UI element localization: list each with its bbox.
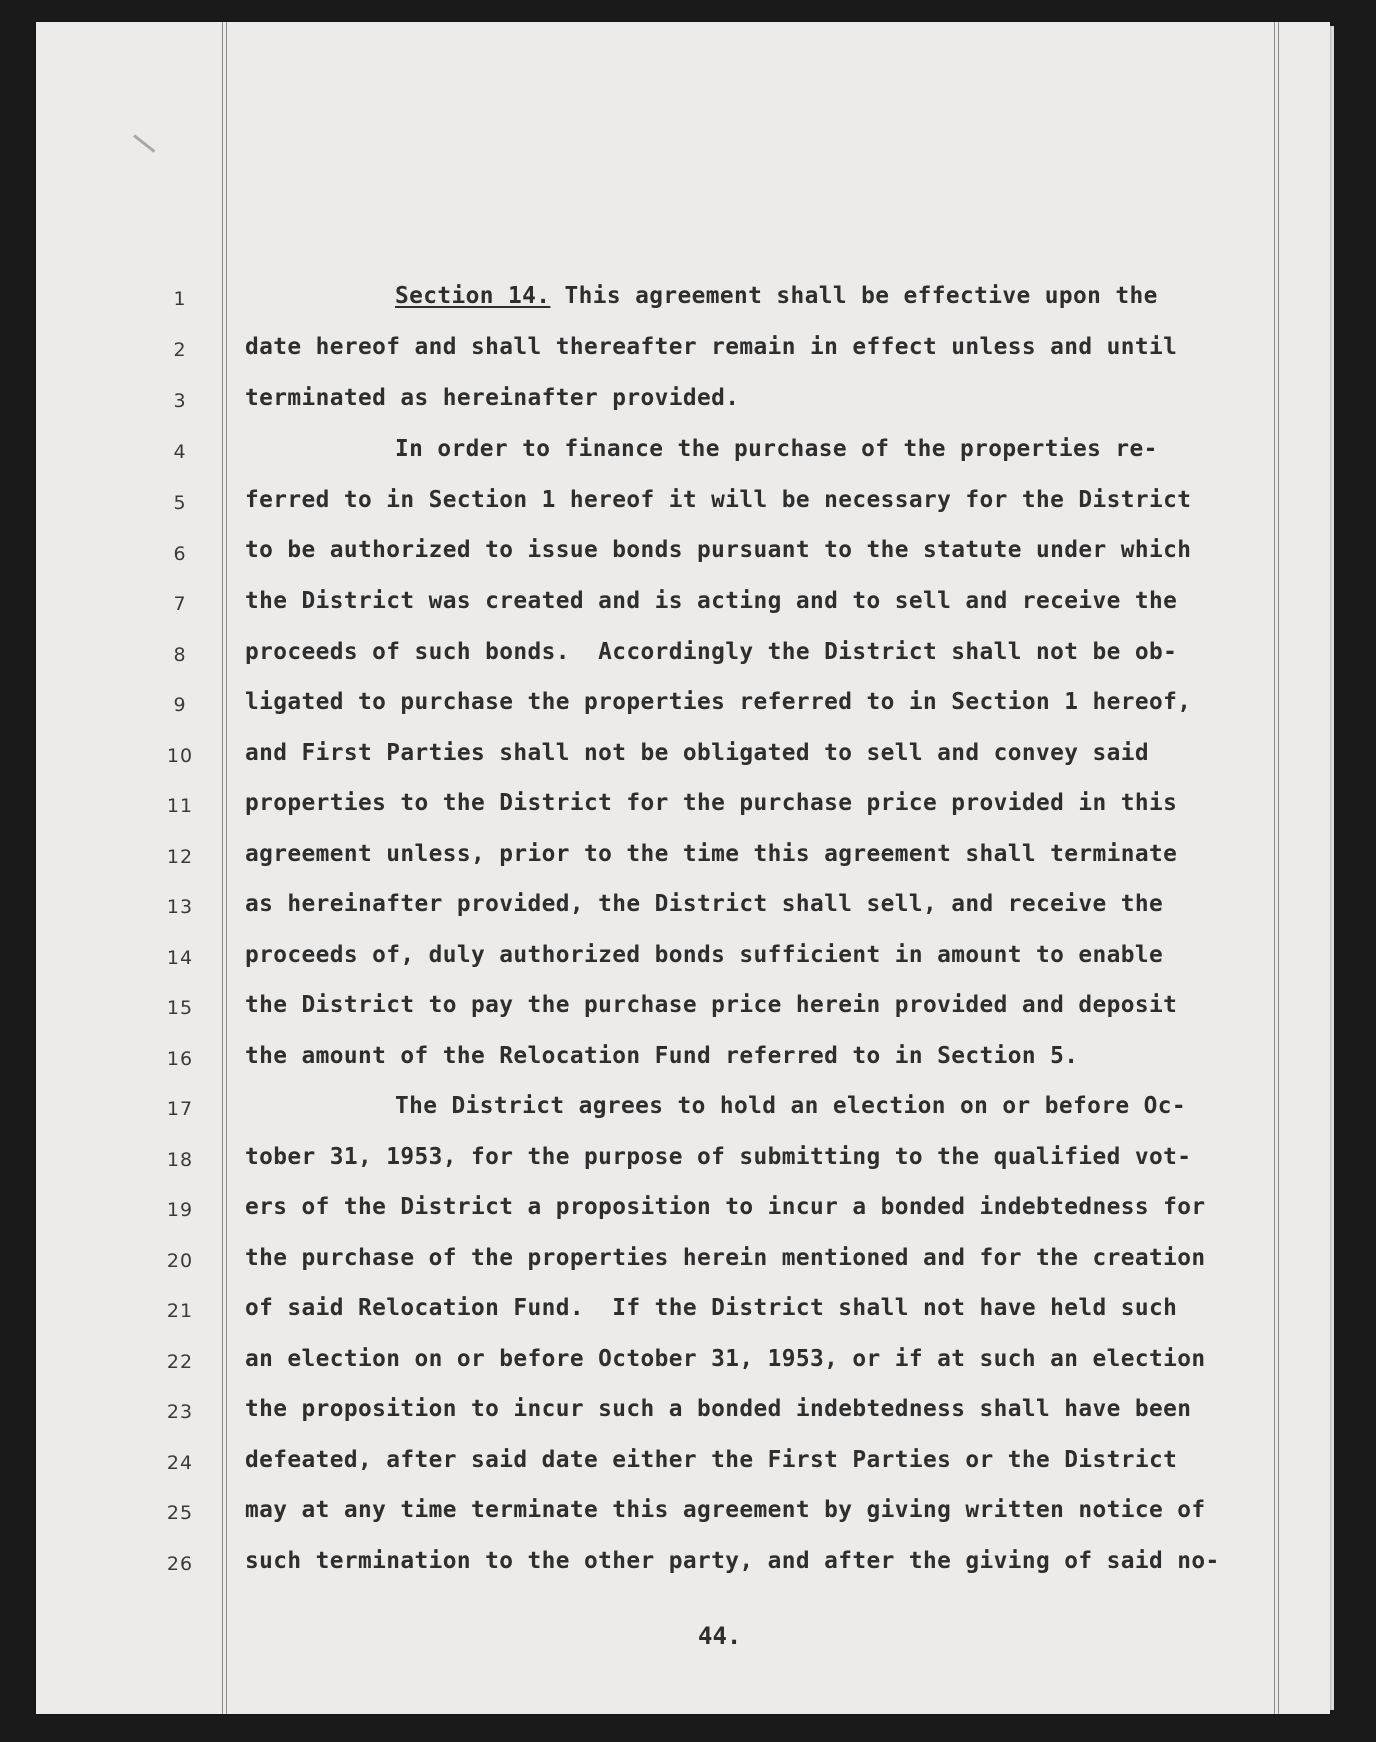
line-number: 17	[166, 1098, 194, 1120]
text-line: In order to finance the purchase of the properties re-	[395, 436, 1158, 462]
text-line: as hereinafter provided, the District shall sell, and receive the	[245, 891, 1164, 917]
right-margin-rule-outer	[1278, 22, 1279, 1714]
line-number: 24	[166, 1452, 194, 1474]
text-line: defeated, after said date either the First Parties or the District	[245, 1447, 1178, 1473]
line-number: 10	[166, 745, 194, 767]
text-line: the proposition to incur such a bonded indebtedness shall have been	[245, 1396, 1192, 1422]
line-number: 26	[166, 1553, 194, 1575]
line-number: 19	[166, 1199, 194, 1221]
left-margin-rule-inner	[226, 22, 227, 1714]
line-number: 21	[166, 1300, 194, 1322]
text-line: to be authorized to issue bonds pursuant to the statute under which	[245, 537, 1192, 563]
text-line: The District agrees to hold an election on or before Oc-	[395, 1093, 1186, 1119]
text-line: an election on or before October 31, 1953, or if at such an election	[245, 1346, 1206, 1372]
line-number: 1	[173, 288, 187, 310]
line-number: 15	[166, 997, 194, 1019]
text-line: proceeds of, duly authorized bonds sufficient in amount to enable	[245, 942, 1164, 968]
text-line: of said Relocation Fund. If the District shall not have held such	[245, 1295, 1178, 1321]
section-heading: Section 14.	[395, 283, 551, 309]
text-line: the District was created and is acting and to sell and receive the	[245, 588, 1178, 614]
line-number: 12	[166, 846, 194, 868]
line-number: 2	[173, 339, 187, 361]
text-line: the District to pay the purchase price herein provided and deposit	[245, 992, 1178, 1018]
line-number: 7	[173, 593, 187, 615]
left-margin-rule-outer	[222, 22, 223, 1714]
line-number: 5	[173, 492, 187, 514]
line-number: 13	[166, 896, 194, 918]
right-margin-rule-inner	[1274, 22, 1275, 1714]
text-line: ligated to purchase the properties referred to in Section 1 hereof,	[245, 689, 1192, 715]
text-line: agreement unless, prior to the time this agreement shall terminate	[245, 841, 1178, 867]
text-line: the purchase of the properties herein mentioned and for the creation	[245, 1245, 1206, 1271]
line-number: 22	[166, 1351, 194, 1373]
text-line: such termination to the other party, and after the giving of said no-	[245, 1548, 1220, 1574]
text-line: Section 14. This agreement shall be effective upon the	[395, 283, 1158, 309]
line-number: 6	[173, 543, 187, 565]
line-number: 8	[173, 644, 187, 666]
text-line: tober 31, 1953, for the purpose of submitting to the qualified vot-	[245, 1144, 1192, 1170]
line-number: 3	[173, 390, 187, 412]
text-line: proceeds of such bonds. Accordingly the District shall not be ob-	[245, 639, 1178, 665]
text-line: date hereof and shall thereafter remain in effect unless and until	[245, 334, 1178, 360]
page-number: 44.	[698, 1622, 742, 1650]
line-number: 20	[166, 1250, 194, 1272]
line-number: 14	[166, 947, 194, 969]
line-number: 11	[166, 795, 194, 817]
text-line: ers of the District a proposition to incur a bonded indebtedness for	[245, 1194, 1206, 1220]
text-line: may at any time terminate this agreement by giving written notice of	[245, 1497, 1206, 1523]
line-number: 18	[166, 1149, 194, 1171]
text-line: terminated as hereinafter provided.	[245, 385, 740, 411]
line-number: 4	[173, 441, 187, 463]
text-line: properties to the District for the purchase price provided in this	[245, 790, 1178, 816]
line-number: 25	[166, 1502, 194, 1524]
text-line: and First Parties shall not be obligated to sell and convey said	[245, 740, 1149, 766]
line-number: 23	[166, 1401, 194, 1423]
text-line: ferred to in Section 1 hereof it will be necessary for the District	[245, 487, 1192, 513]
text-line: the amount of the Relocation Fund referred to in Section 5.	[245, 1043, 1079, 1069]
line-number: 16	[166, 1048, 194, 1070]
line-number: 9	[173, 694, 187, 716]
